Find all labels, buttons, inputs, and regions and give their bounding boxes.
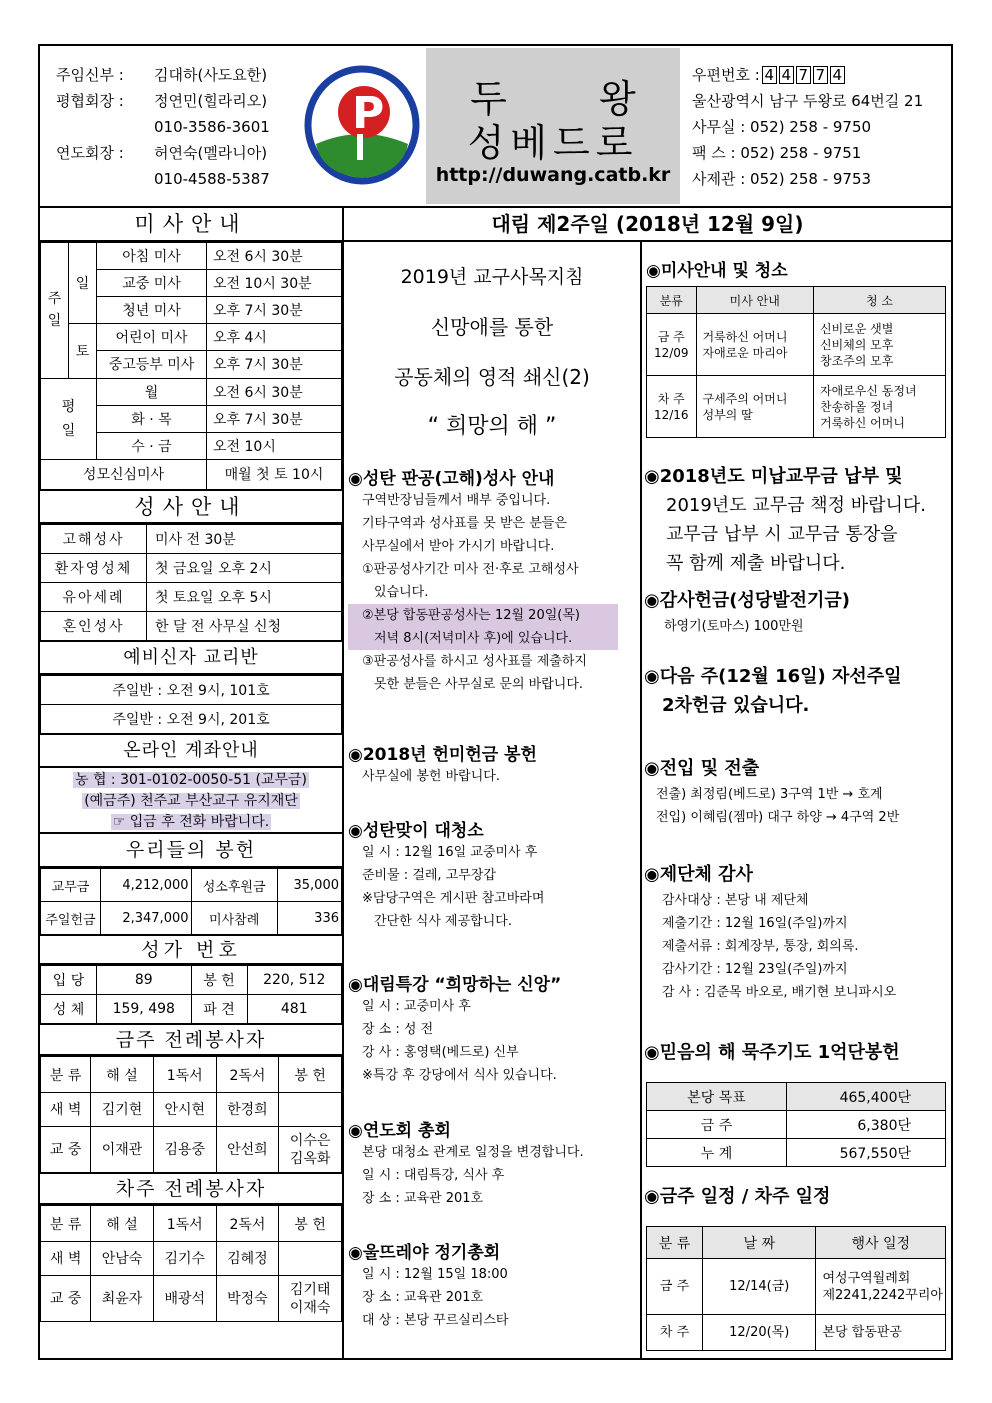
mass-clean-cell: 구세주의 어머니 성부의 딸 xyxy=(696,376,813,438)
this_week-table xyxy=(40,1056,342,1173)
this_week-cell: 안선희 xyxy=(216,1127,279,1173)
christmas_confession-line: ①판공성사기간 미사 전·후로 고해성사 xyxy=(362,562,579,577)
title-line1: 두 왕 xyxy=(470,77,676,121)
mass-clean-head: 분류 xyxy=(647,287,697,314)
transfer-line: 전입) 이혜림(젬마) 대구 하양 → 4구역 2반 xyxy=(656,810,900,825)
mass-name: 중고등부 미사 xyxy=(97,351,207,378)
next_week-cell: 최윤자 xyxy=(91,1276,154,1322)
mass-clean-cell: 자애로우신 동정녀 찬송하올 정녀 거룩하신 어머니 xyxy=(813,376,945,438)
this_week-head: 분 류 xyxy=(41,1057,91,1093)
this_week-title: 금주 전례봉사자 xyxy=(40,1024,342,1056)
next_week-head: 1독서 xyxy=(153,1206,216,1242)
svg-text:P: P xyxy=(352,88,385,139)
news-column-1 xyxy=(344,242,642,1358)
date-title: 대림 제2주일 (2018년 12월 9일) xyxy=(344,208,951,242)
sacrament-name: 유아세례 xyxy=(41,583,147,612)
this_week-cell xyxy=(279,1093,342,1127)
schedule-head: 행사 일정 xyxy=(816,1227,946,1259)
this_week-cell: 새 벽 xyxy=(41,1093,91,1127)
audit-title: ◉제단체 감사 xyxy=(644,864,753,885)
account-info xyxy=(40,768,342,834)
this_week-cell: 한경희 xyxy=(216,1093,279,1127)
title-line2: 성베드로 xyxy=(467,121,639,165)
mass-time: 오후 4시 xyxy=(207,324,342,351)
transfer-line: 전출) 최정림(베드로) 3구역 1반 → 호계 xyxy=(656,787,883,802)
hymn-number: 220, 512 xyxy=(247,966,342,995)
mass-clean-head: 미사 안내 xyxy=(696,287,813,314)
dues-notice xyxy=(644,462,926,578)
this_week-cell: 교 중 xyxy=(41,1127,91,1173)
offering-label: 교무금 xyxy=(41,869,101,902)
schedule-cell: 여성구역월례회 제2241,2242꾸리아 xyxy=(816,1259,946,1315)
sacrament-time: 첫 토요일 오후 5시 xyxy=(147,583,342,612)
mass-name: 화 · 목 xyxy=(97,405,207,432)
next-week-line: 2차헌금 있습니다. xyxy=(662,695,810,716)
sacrament-time: 미사 전 30분 xyxy=(147,525,342,554)
staff-row: 010-3586-3601 xyxy=(154,118,270,136)
mass-clean-cell: 신비로운 샛별 신비체의 모후 창조주의 모후 xyxy=(813,314,945,376)
staff-row: 010-4588-5387 xyxy=(154,170,270,188)
cleaning-line: 일 시 : 12월 16일 교중미사 후 xyxy=(362,845,538,860)
this_week-head: 봉 헌 xyxy=(279,1057,342,1093)
next-week-notice xyxy=(644,662,902,720)
rosary-title: ◉믿음의 해 묵주기도 1억단봉헌 xyxy=(644,1042,900,1063)
sacrament-table xyxy=(40,524,342,641)
cleaning-title: ◉성탄맞이 대청소 xyxy=(348,821,484,841)
this_week-cell: 김기현 xyxy=(91,1093,154,1127)
christmas_confession-notice xyxy=(348,464,618,696)
schedule-notice xyxy=(644,1182,830,1211)
mass-name: 청년 미사 xyxy=(97,297,207,324)
thanks-line: 하영기(토마스) 100만원 xyxy=(664,619,804,634)
next_week-cell xyxy=(279,1242,342,1276)
staff-row: 주임신부 :김대하(사도요한) xyxy=(56,66,268,84)
audit-line: 제출서류 : 회계장부, 통장, 회의록. xyxy=(662,939,859,954)
catechumen-class: 주일반 : 오전 9시, 201호 xyxy=(41,705,342,734)
next_week-cell: 김기태 이재숙 xyxy=(279,1276,342,1322)
mass-clean-head: 청 소 xyxy=(813,287,945,314)
sacrament-time: 한 달 전 사무실 신청 xyxy=(147,612,342,641)
lecture-line: 일 시 : 교중미사 후 xyxy=(362,999,471,1014)
christmas_confession-line: ②본당 합동판공성사는 12월 20일(목) xyxy=(348,604,618,627)
rosary-label: 본당 목표 xyxy=(647,1083,787,1111)
next_week-table xyxy=(40,1205,342,1322)
dues-line: ◉2018년도 미납교무금 납부 및 xyxy=(644,466,903,487)
bulletin xyxy=(38,44,953,1360)
schedule-cell: 12/14(금) xyxy=(703,1259,816,1315)
special-mass-time: 매월 첫 토 10시 xyxy=(207,459,342,489)
news-column-2 xyxy=(642,242,951,1358)
next_week-head: 해 설 xyxy=(91,1206,154,1242)
sacrament-name: 환자영성체 xyxy=(41,554,147,583)
offering2018-title: ◉2018년 헌미헌금 봉헌 xyxy=(348,745,537,765)
christmas_confession-line: 못한 분들은 사무실로 문의 바랍니다. xyxy=(374,677,584,692)
offering-amount: 4,212,000 xyxy=(101,869,192,902)
schedule-cell: 본당 합동판공 xyxy=(816,1315,946,1351)
hymn-number: 159, 498 xyxy=(97,995,192,1024)
next_week-title: 차주 전례봉사자 xyxy=(40,1173,342,1205)
schedule-title: ◉금주 일정 / 차주 일정 xyxy=(644,1186,831,1207)
cleaning-line: ※담당구역은 게시판 참고바라며 xyxy=(362,891,545,906)
online-title: 온라인 계좌안내 xyxy=(40,734,342,768)
sacrament-time: 첫 금요일 오후 2시 xyxy=(147,554,342,583)
hymn-label: 봉 헌 xyxy=(191,966,247,995)
hymn-number: 89 xyxy=(97,966,192,995)
mass-title: 미사안내 xyxy=(40,208,342,242)
offering-amount: 336 xyxy=(277,902,341,935)
next_week-cell: 김기수 xyxy=(153,1242,216,1276)
next_week-head: 분 류 xyxy=(41,1206,91,1242)
schedule-cell: 금 주 xyxy=(647,1259,703,1315)
address: 울산광역시 남구 두왕로 64번길 21 xyxy=(692,92,924,110)
schedule-table xyxy=(646,1226,946,1351)
ultreya-line: 대 상 : 본당 꾸르실리스타 xyxy=(362,1313,509,1328)
mass-clean-cell: 금 주 12/09 xyxy=(647,314,697,376)
office-phone: 사무실 : 052) 258 - 9750 xyxy=(692,118,872,136)
lecture-line: ※특강 후 강당에서 식사 있습니다. xyxy=(362,1068,557,1083)
motto-line: 2019년 교구사목지침 xyxy=(400,266,584,288)
account-note: ☞ 입금 후 전화 바랍니다. xyxy=(112,814,270,830)
sat-label: 토 xyxy=(69,324,97,378)
audit-line: 감 사 : 김준목 바오로, 배기현 보니파시오 xyxy=(662,985,897,1000)
yeondo-line: 장 소 : 교육관 201호 xyxy=(362,1191,484,1206)
mass-clean-table xyxy=(646,286,946,438)
next_week-head: 봉 헌 xyxy=(279,1206,342,1242)
staff-row: 연도회장 :허연숙(멜라니아) xyxy=(56,144,268,162)
rosary-label: 누 계 xyxy=(647,1139,787,1167)
rectory-phone: 사제관 : 052) 258 - 9753 xyxy=(692,170,872,188)
fax: 팩 스 : 052) 258 - 9751 xyxy=(692,144,862,162)
lecture-line: 장 소 : 성 전 xyxy=(362,1022,434,1037)
sacrament-name: 혼인성사 xyxy=(41,612,147,641)
offering-table xyxy=(40,868,342,935)
motto-line: 공동체의 영적 쇄신(2) xyxy=(394,365,590,389)
next-week-line: ◉다음 주(12월 16일) 자선주일 xyxy=(644,666,902,687)
christmas_confession-line: 있습니다. xyxy=(374,585,429,600)
audit-line: 제출기간 : 12월 16일(주일)까지 xyxy=(662,916,848,931)
next_week-cell: 김혜정 xyxy=(216,1242,279,1276)
next_week-cell: 안남숙 xyxy=(91,1242,154,1276)
this_week-cell: 김용중 xyxy=(153,1127,216,1173)
catechumen-table xyxy=(40,675,342,734)
christmas_confession-line: 구역반장님들께서 배부 중입니다. xyxy=(362,493,551,508)
yeondo-title: ◉연도회 총회 xyxy=(348,1121,451,1141)
staff-row: 평협회장 :정연민(힐라리오) xyxy=(56,92,268,110)
christmas_confession-line: ③판공성사를 하시고 성사표를 제출하지 xyxy=(362,654,587,669)
parish-logo-icon xyxy=(302,64,422,186)
mass-name: 어린이 미사 xyxy=(97,324,207,351)
title-box xyxy=(426,48,680,204)
offering-label: 주일헌금 xyxy=(41,902,101,935)
header xyxy=(40,46,951,208)
pastoral-motto xyxy=(344,252,640,452)
next_week-cell: 새 벽 xyxy=(41,1242,91,1276)
this_week-head: 2독서 xyxy=(216,1057,279,1093)
rosary-notice xyxy=(644,1038,900,1067)
yeondo-line: 본당 대청소 관계로 일정을 변경합니다. xyxy=(362,1145,584,1160)
mass-name: 교중 미사 xyxy=(97,270,207,297)
dues-line: 2019년도 교무금 책정 바랍니다. xyxy=(666,495,926,516)
cleaning-line: 간단한 식사 제공합니다. xyxy=(374,914,512,929)
offering-title: 우리들의 봉헌 xyxy=(40,834,342,868)
left-column xyxy=(40,208,344,1358)
cleaning-line: 준비물 : 걸레, 고무장갑 xyxy=(362,868,496,883)
next_week-head: 2독서 xyxy=(216,1206,279,1242)
this_week-head: 해 설 xyxy=(91,1057,154,1093)
mass-time: 오후 7시 30분 xyxy=(207,351,342,378)
hymn-number: 481 xyxy=(247,995,342,1024)
offering-label: 성소후원금 xyxy=(191,869,277,902)
right-column xyxy=(344,208,951,1358)
mass-name: 아침 미사 xyxy=(97,243,207,270)
account-holder: (예금주) 천주교 부산교구 유지재단 xyxy=(84,793,298,809)
offering-amount: 2,347,000 xyxy=(101,902,192,935)
ultreya-line: 일 시 : 12월 15일 18:00 xyxy=(362,1267,508,1282)
christmas_confession-line: 사무실에서 받아 가시기 바랍니다. xyxy=(362,539,555,554)
catechumen-class: 주일반 : 오전 9시, 101호 xyxy=(41,676,342,705)
schedule-head: 분 류 xyxy=(647,1227,703,1259)
offering2018-line: 사무실에 봉헌 바랍니다. xyxy=(362,769,500,784)
mass-time: 오전 6시 30분 xyxy=(207,378,342,405)
next_week-cell: 배광석 xyxy=(153,1276,216,1322)
mass-time: 오전 10시 30분 xyxy=(207,270,342,297)
mass-time: 오전 10시 xyxy=(207,432,342,459)
dues-line: 꼭 함께 제출 바랍니다. xyxy=(666,553,846,574)
hymn-title: 성가 번호 xyxy=(40,935,342,965)
schedule-cell: 12/20(목) xyxy=(703,1315,816,1351)
zip-code: 우편번호 :4 4 7 7 4 xyxy=(692,62,923,88)
mass-clean-title: ◉미사안내 및 청소 xyxy=(646,261,788,281)
ultreya-notice xyxy=(348,1238,509,1332)
sun-label: 일 xyxy=(69,243,97,324)
offering2018-notice xyxy=(348,740,537,788)
this_week-cell: 이재관 xyxy=(91,1127,154,1173)
catechumen-title: 예비신자 교리반 xyxy=(40,641,342,675)
motto-line: “ 희망의 해 ” xyxy=(427,414,557,439)
rosary-value: 567,550단 xyxy=(787,1139,946,1167)
offering-label: 미사참례 xyxy=(191,902,277,935)
audit-line: 감사기간 : 12월 23일(주일)까지 xyxy=(662,962,848,977)
ultreya-line: 장 소 : 교육관 201호 xyxy=(362,1290,484,1305)
mass-time: 오후 7시 30분 xyxy=(207,405,342,432)
mass-table xyxy=(40,242,342,490)
account-number[interactable]: 농 협 : 301-0102-0050-51 (교무금) xyxy=(74,772,307,788)
rosary-label: 금 주 xyxy=(647,1111,787,1139)
lecture-notice xyxy=(348,970,561,1087)
cleaning-notice xyxy=(348,816,544,933)
transfer-notice xyxy=(644,754,899,829)
christmas_confession-line: 기타구역과 성사표를 못 받은 분들은 xyxy=(362,516,567,531)
rosary-value: 465,400단 xyxy=(787,1083,946,1111)
dues-line: 교무금 납부 시 교무금 통장을 xyxy=(666,524,898,545)
mass-time: 오전 6시 30분 xyxy=(207,243,342,270)
mass-clean-cell: 거룩하신 어머니 자애로운 마리아 xyxy=(696,314,813,376)
christmas_confession-line: 저녁 8시(저녁미사 후)에 있습니다. xyxy=(348,627,618,650)
mass-time: 오후 7시 30분 xyxy=(207,297,342,324)
mass-clean-cell: 차 주 12/16 xyxy=(647,376,697,438)
mass-clean-notice xyxy=(646,256,788,281)
next_week-cell: 박정숙 xyxy=(216,1276,279,1322)
hymn-table xyxy=(40,965,342,1024)
this_week-cell: 안시현 xyxy=(153,1093,216,1127)
this_week-cell: 이수은 김옥화 xyxy=(279,1127,342,1173)
contact-info xyxy=(692,62,923,192)
lecture-line: 강 사 : 홍영택(베드로) 신부 xyxy=(362,1045,519,1060)
thanks-title: ◉감사헌금(성당발전기금) xyxy=(644,590,851,611)
rosary-value: 6,380단 xyxy=(787,1111,946,1139)
hymn-label: 파 견 xyxy=(191,995,247,1024)
offering-amount: 35,000 xyxy=(277,869,341,902)
website-link[interactable]: http://duwang.catb.kr xyxy=(435,164,671,186)
hymn-label: 성 체 xyxy=(41,995,97,1024)
transfer-title: ◉전입 및 전출 xyxy=(644,758,760,779)
audit-line: 감사대상 : 본당 내 제단체 xyxy=(662,893,809,908)
hymn-label: 입 당 xyxy=(41,966,97,995)
lecture-title: ◉대림특강 “희망하는 신앙” xyxy=(348,975,562,995)
schedule-head: 날 짜 xyxy=(703,1227,816,1259)
ultreya-title: ◉울뜨레야 정기총회 xyxy=(348,1243,501,1263)
rosary-table xyxy=(646,1082,946,1167)
mass-name: 월 xyxy=(97,378,207,405)
sunday-label: 주일 xyxy=(41,243,69,379)
next_week-cell: 교 중 xyxy=(41,1276,91,1322)
schedule-cell: 차 주 xyxy=(647,1315,703,1351)
mass-name: 수 · 금 xyxy=(97,432,207,459)
special-mass: 성모신심미사 xyxy=(41,459,207,489)
motto-line: 신망애를 통한 xyxy=(430,315,554,339)
christmas_confession-title: ◉성탄 판공(고해)성사 안내 xyxy=(348,469,555,489)
yeondo-notice xyxy=(348,1116,584,1210)
yeondo-line: 일 시 : 대림특강, 식사 후 xyxy=(362,1168,505,1183)
this_week-head: 1독서 xyxy=(153,1057,216,1093)
sacrament-name: 고해성사 xyxy=(41,525,147,554)
sacrament-title: 성사안내 xyxy=(40,490,342,524)
staff-info xyxy=(56,62,270,192)
thanks-notice xyxy=(644,586,850,638)
weekday-label: 평일 xyxy=(41,378,97,459)
audit-notice xyxy=(644,860,896,1004)
